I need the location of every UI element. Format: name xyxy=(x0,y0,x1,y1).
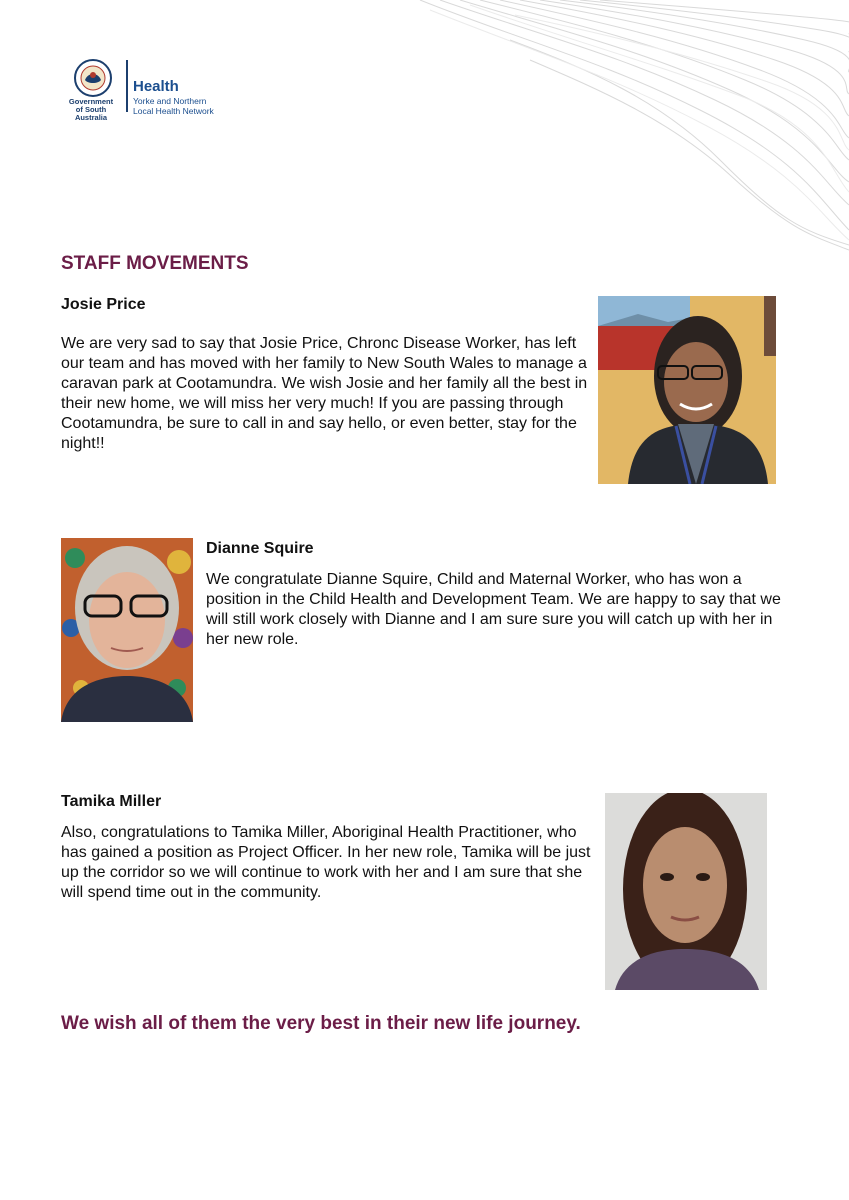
staff-name-tamika: Tamika Miller xyxy=(61,793,162,810)
photo-tamika-miller xyxy=(605,793,767,990)
health-label: Health xyxy=(133,78,179,95)
sa-health-logo xyxy=(60,58,240,122)
government-label xyxy=(60,98,122,122)
gov-line-1: Government xyxy=(68,97,114,106)
network-line-1: Yorke and Northern xyxy=(133,96,207,106)
photo-josie-price xyxy=(598,296,776,484)
staff-name-dianne: Dianne Squire xyxy=(206,540,314,557)
staff-name-josie: Josie Price xyxy=(61,296,146,313)
state-crest-icon xyxy=(66,58,120,102)
network-label xyxy=(133,96,243,116)
gov-line-2: of South Australia xyxy=(74,105,108,122)
logo-divider xyxy=(126,60,128,112)
staff-text-tamika: Also, congratulations to Tamika Miller, Aboriginal Health Practitioner, who has gained a position as Project Officer. In her new role, Tamika will be just up the corridor so we will continue to work with her and I am sure that she will spend time out in the community. xyxy=(61,824,591,901)
photo-dianne-squire xyxy=(61,538,193,722)
wave-pattern-decoration xyxy=(0,0,849,260)
staff-text-josie: We are very sad to say that Josie Price, Chronc Disease Worker, has left our team and has moved with her family to New South Wales to manage a caravan park at Cootamundra. We wish Josie and her family all the best in their new home, we will miss her very much! If you are passing through Cootamundra, be sure to call in and say hello, or even better, stay for the night!! xyxy=(61,335,588,452)
staff-text-dianne: We congratulate Dianne Squire, Child and Maternal Worker, who has won a position in the Child Health and Development Team. We are happy to say that we will still work closely with Dianne and I am sure sure you will catch up with her in her new role. xyxy=(206,571,781,648)
closing-message: We wish all of them the very best in their new life journey. xyxy=(61,1013,581,1034)
network-line-2: Local Health Network xyxy=(133,106,214,116)
section-title: STAFF MOVEMENTS xyxy=(61,253,249,274)
